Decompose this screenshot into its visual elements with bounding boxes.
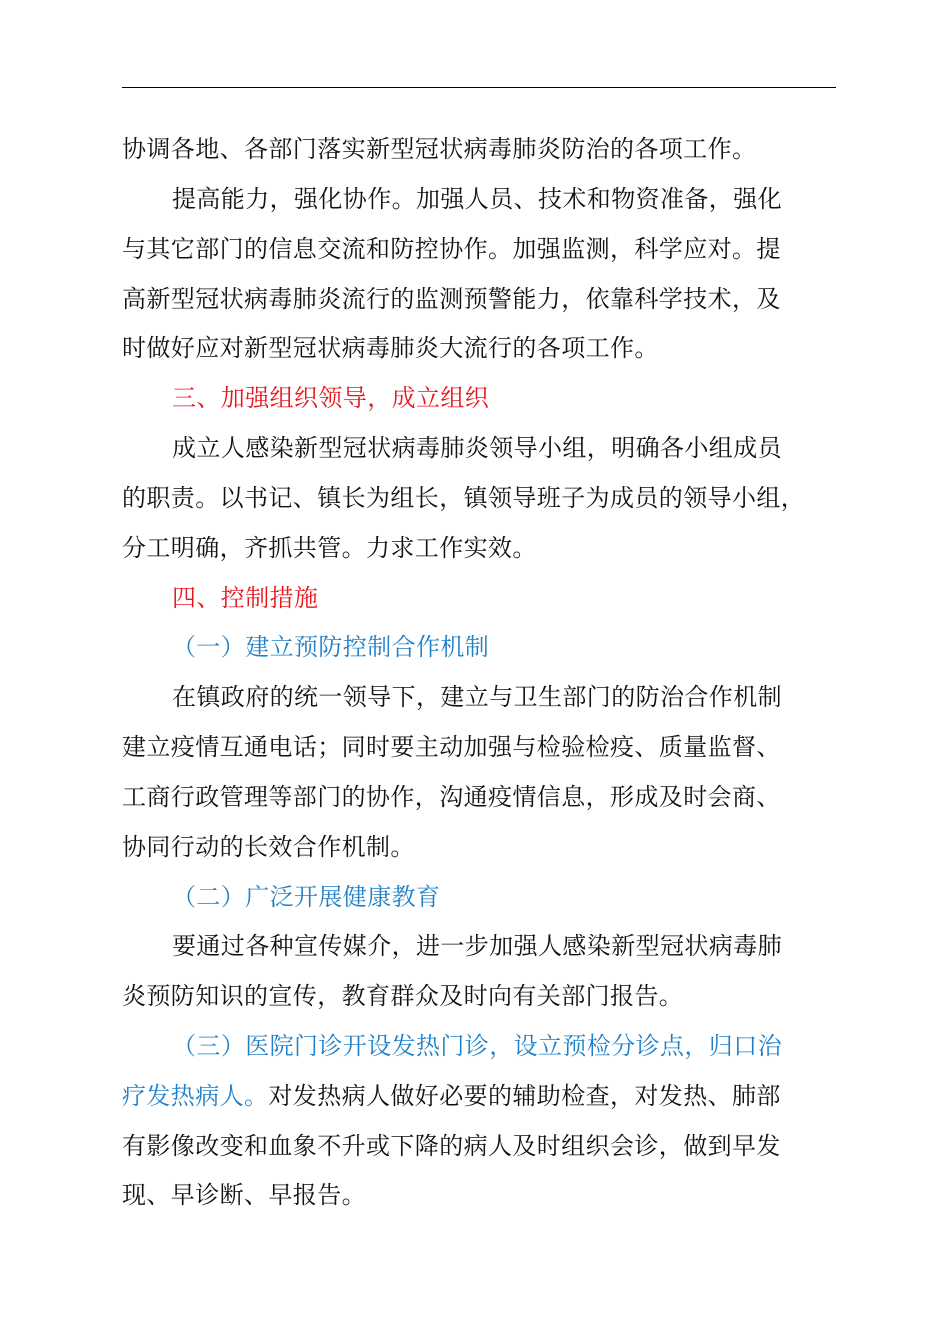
body-line: 提高能力，强化协作。加强人员、技术和物资准备，强化	[172, 185, 782, 213]
body-line: 工商行政管理等部门的协作，沟通疫情信息，形成及时会商、	[122, 783, 781, 811]
section-heading-3: 三、加强组织领导，成立组织	[172, 384, 490, 412]
body-text-inline: 对发热病人做好必要的辅助检查，对发热、肺部	[268, 1082, 781, 1110]
section-heading-4: 四、控制措施	[172, 584, 319, 612]
subheading-1: （一）建立预防控制合作机制	[172, 633, 490, 661]
body-line: 协同行动的长效合作机制。	[122, 833, 415, 861]
body-line: 炎预防知识的宣传，教育群众及时向有关部门报告。	[122, 982, 684, 1010]
body-line: 的职责。以书记、镇长为组长，镇领导班子为成员的领导小组，	[122, 484, 806, 512]
body-line: 分工明确，齐抓共管。力求工作实效。	[122, 534, 537, 562]
body-line: 成立人感染新型冠状病毒肺炎领导小组，明确各小组成员	[172, 434, 782, 462]
body-line: 建立疫情互通电话；同时要主动加强与检验检疫、质量监督、	[122, 733, 781, 761]
subheading-3: （三）医院门诊开设发热门诊，设立预检分诊点，归口治	[172, 1032, 782, 1060]
body-line: 时做好应对新型冠状病毒肺炎大流行的各项工作。	[122, 334, 659, 362]
body-line: 要通过各种宣传媒介，进一步加强人感染新型冠状病毒肺	[172, 932, 782, 960]
subheading-3-continuation	[122, 1071, 781, 1121]
subheading-3-tail: 疗发热病人。	[122, 1082, 269, 1110]
body-line: 与其它部门的信息交流和防控协作。加强监测，科学应对。提	[122, 235, 781, 263]
header-rule	[122, 87, 836, 88]
subheading-2: （二）广泛开展健康教育	[172, 883, 441, 911]
body-line: 协调各地、各部门落实新型冠状病毒肺炎防治的各项工作。	[122, 135, 757, 163]
body-line: 高新型冠状病毒肺炎流行的监测预警能力，依靠科学技术，及	[122, 285, 781, 313]
body-line: 现、早诊断、早报告。	[122, 1181, 366, 1209]
body-line: 在镇政府的统一领导下，建立与卫生部门的防治合作机制	[172, 683, 782, 711]
body-line: 有影像改变和血象不升或下降的病人及时组织会诊，做到早发	[122, 1132, 781, 1160]
